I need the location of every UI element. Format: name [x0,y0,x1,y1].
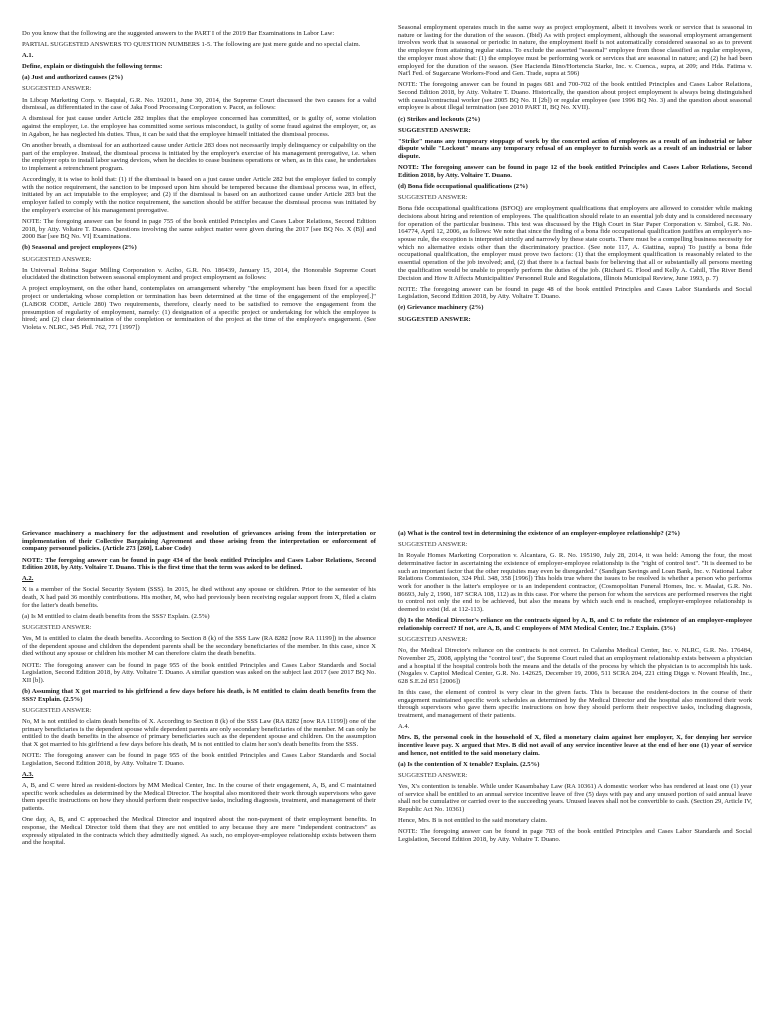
heading-paragraph: Mrs. B, the personal cook in the household of X, filed a monetary claim against her employer, X, for denying her service incentive leave pay. X argued that Mrs. B did not avail of any service incentive leave at the end of her one (1) year of service and hence, not entitled to the said monetary claim. [398,734,752,757]
top-right-column [398,24,752,327]
page-break [0,504,768,526]
heading-paragraph: A.1. [22,52,34,60]
heading-paragraph: SUGGESTED ANSWER: [398,126,471,134]
suggested-answer-label: SUGGESTED ANSWER: [22,85,92,93]
heading-paragraph: (a) Just and authorized causes (2%) [22,74,123,82]
body-paragraph: Yes, X's contention is tenable. While under Kasambahay Law (RA 10361) A domestic worker who has rendered at least one (1) year of service shall be entitled to an annual service incentive leave of five (5) days with pay and any unused portion of said annual leave shall not be cumulative or carried over to the succeeding years. Unused leaves shall not be convertible to cash. (Section 29, Article IV, Republic Act No. 10361) [398,782,752,814]
body-paragraph: Yes, M is entitled to claim the death benefits. According to Section 8 (k) of the SSS Law (RA 8282 [now RA 11199]) in the absence of the dependent spouse and children the dependent parents shall be the secondary beneficiaries of the member. In this case, since X died without any spouse or children his mother M can therefore claim the death benefits. [22,635,376,658]
heading-paragraph: (b) Is the Medical Director's reliance on the contracts signed by A, B, and C to refute the existence of an employer-employee relationship correct? If not, are A, B, and C employees of MM Medical Center, Inc.? Explain. (3%) [398,617,752,632]
body-paragraph: In Royale Homes Marketing Corporation v. Alcantara, G. R. No. 195190, July 28, 2014, it was held: Among the four, the most determinative factor in ascertaining the existence of employer-employee relationship is the "right of control test". "It is deemed to be such an important factor that the other requisites may even be disregarded." (Sandigan Savings and Loan Bank, Inc. v. National Labor Relations Commission, 324 Phil. 348, 358 [1996]) This holds true where the issues to be resolved is whether a person who performs work for another is the latter's employee or is an independent contractor, (Cosmopolitan Funeral Homes, Inc. v. Maalat, G.R. No. 86693, July 2, 1990, 187 SCRA 108, 112) as in this case. For where the person for whom the services are performed reserves the right to control not only the end to be achieved, but also the means by which such end is reached, employer-employee relationship is deemed to exist (Id. at 112-113). [398,552,752,614]
suggested-answer-label: SUGGESTED ANSWER: [398,194,468,202]
suggested-answer-label: SUGGESTED ANSWER: [398,541,468,549]
body-paragraph: In Libcap Marketing Corp. v. Baquial, G.R. No. 192011, June 30, 2014, the Supreme Court discussed the two causes for a valid dismissal, as differentiated in the case of Jaka Food Processing Corporation v. Pacot, as follows: [22,96,376,112]
heading-paragraph: Grievance machinery a machinery for the adjustment and resolution of grievances arising from the interpretation or implementation of their Collective Bargaining Agreement and those arising from the interpretation or enforcement of company personnel policies. (Article 273 [260], Labor Code) [22,530,376,553]
heading-paragraph: (b) Seasonal and project employees (2%) [22,244,137,252]
heading-paragraph: "Strike" means any temporary stoppage of work by the concerted action of employees as a result of an industrial or labor dispute while "Lockout" means any temporary refusal of an employer to furnish work as a result of an industrial or labor dispute. [398,137,752,161]
suggested-answer-label: SUGGESTED ANSWER: [22,255,92,263]
body-paragraph: On another breath, a dismissal for an authorized cause under Article 283 does not necessarily imply delinquency or culpability on the part of the employee. Instead, the dismissal process is initiated by the employer's exercise of his management prerogative, i.e. when the employer opts to install labor saving devices, when he decides to cease business operations or when, as in this case, he undertakes to implement a retrenchment program. [22,141,376,172]
heading-paragraph: NOTE: The foregoing answer can be found in page 12 of the book entitled Principles and Cases Labor Relations, Second Edition 2018, by Atty. Voltaire T. Duano. [398,164,752,179]
body-paragraph: In this case, the element of control is very clear in the given facts. This is because the resident-doctors in the course of their engagement maintained specific work schedules as determined by the Medical Director and the hospital also monitored their work through supervisors who gave them specific instructions on how they should perform their respective tasks, including diagnosis, treatment, and management of their patients. [398,689,752,720]
suggested-answer-label: SUGGESTED ANSWER: [398,771,468,779]
heading-paragraph: (c) Strikes and lockouts (2%) [398,115,481,123]
body-paragraph: In Universal Robina Sugar Milling Corporation v. Acibo, G.R. No. 186439, January 15, 2014, the Honorable Supreme Court elucidated the distinction between seasonal employment and project employment as follows: [22,266,376,282]
body-paragraph: Do you know that the following are the suggested answers to the PART I of the 2019 Bar Examinations in Labor Law: [22,30,335,37]
bottom-left-column [22,530,376,850]
heading-paragraph: (d) Bona fide occupational qualifications (2%) [398,183,528,190]
heading-paragraph: (e) Grievance machinery (2%) [398,304,484,312]
top-left-column [22,30,376,335]
body-paragraph: A.4. [398,723,410,731]
heading-paragraph: Define, explain or distinguish the following terms: [22,63,163,71]
heading-paragraph: (a) Is the contention of X tenable? Explain. (2.5%) [398,760,540,768]
body-paragraph: A, B, and C were hired as resident-doctors by MM Medical Center, Inc. In the course of their engagement, A, B, and C maintained specific work schedules as determined by the Medical Director. The hospital also monitored their work through supervisors who gave them specific instructions on how they should perform their respective tasks, including diagnosis, treatment, and management of their patients. [22,782,376,813]
heading-paragraph: NOTE: The foregoing answer can be found in page 434 of the book entitled Principles and Cases Labor Relations, Second Edition 2018, by Atty. Voltaire T. Duano. This is the first time that the term was asked to be defined. [22,556,376,572]
body-paragraph: A project employment, on the other hand, contemplates on arrangement whereby "the employment has been fixed for a specific project or undertaking whose completion or termination has been determined at the time of the engagement of the employee[.]" (LABOR CODE, Article 280) Two requirements, therefore, clearly need to be satisfied to remove the engagement from the presumption of regularity of employment, namely: (1) designation of a specific project or undertaking for which the employee is hired; and (2) clear determination of the completion or termination of the project at the time of the employee's engagement. (See Violeta v. NLRC, 345 Phil. 762, 771 [1997]) [22,285,376,331]
body-paragraph: A dismissal for just cause under Article 282 implies that the employee concerned has committed, or is guilty of, some violation against the employer, i.e. the employee has committed some serious misconduct, is guilty of some fraud against the employer, or, as in Agabon, he has neglected his duties. Thus, it can be said that the employee himself initiated the dismissal process. [22,115,376,138]
body-paragraph: No, M is not entitled to claim death benefits of X. According to Section 8 (k) of the SSS Law (RA 8282 [now RA 11199]) one of the primary beneficiaries is the dependent spouse while dependent parents are only secondary beneficiaries of the member. M can only be entitled to the death benefits in the absence of primary beneficiaries such as the dependent spouse and children. On the assumption that X got married to his girlfriend a few days before his death, M is not entitled to claim her son's death benefits from the SSS. [22,717,376,749]
body-paragraph: NOTE: The foregoing answer can be found in page 48 of the book entitled Principles and Cases Labor Standards and Social Legislation, Second Edition 2018, by Atty. Voltaire T. Duano. [398,285,752,301]
bottom-right-column [398,530,752,847]
body-paragraph: Seasonal employment operates much in the same way as project employment, albeit it involves work or service that is seasonal in nature or lasting for the duration of the season. (Ibid) As with project employment, although the seasonal employment arrangement involves work that is seasonal or periodic in nature, the employment itself is not automatically considered seasonal so as to prevent the employee from attaining regular status. To exclude the asserted "seasonal" employee from those classified as regular employees, the employer must show that: (1) the employee must be performing work or services that are seasonal in nature; and (2) he had been employed for the duration of the season. (See Hacienda Bino/Hortencia Starke, Inc. v. Cuenca., supra, at 209; and Hda. Fatima v. Nat'l Fed. of Sugarcane Workers-Food and Gen. Trade, supra at 596) [398,24,752,78]
body-paragraph: Hence, Mrs. B is not entitled to the said monetary claim. [398,817,548,825]
body-paragraph: (a) Is M entitled to claim death benefits from the SSS? Explain. (2.5%) [22,612,210,620]
heading-paragraph: SUGGESTED ANSWER: [398,315,471,323]
body-paragraph: NOTE: The foregoing answer can be found in page 955 of the book entitled Principles and Cases Labor Standards and Social Legislation, Second Edition 2018, by Atty. Voltaire T. Duano. A similar question was asked on the subject last 2017 (see 2017 BQ No. XII [b]). [22,661,376,684]
body-paragraph: NOTE: The foregoing answer can be found in page 783 of the book entitled Principles and Cases Labor Standards and Social Legislation, Second Edition 2018, by Atty. Voltaire T. Duano. [398,828,752,843]
body-paragraph: One day, A, B, and C approached the Medical Director and inquired about the non-payment of their employment benefits. In response, the Medical Director told them that they are not entitled to any because they are mere "independent contractors" as expressly stipulated in the contracts which they admittedly signed. As such, no employer-employee relationship exists between them and the hospital. [22,816,376,847]
heading-paragraph: (a) What is the control test in determining the existence of an employer-employee relationship? (2%) [398,530,680,537]
body-paragraph: No, the Medical Director's reliance on the contracts is not correct. In Calamba Medical Center, Inc. v. NLRC, G.R. No. 176484, November 25, 2008, applying the "control test", the Supreme Court ruled that an employment relationship exists between a physician and a hospital if the hospital controls both the means and the details of the process by which the physician is to accomplish his task. (Nogales v. Capitol Medical Center, G.R. No. 142625, December 19, 2006, 511 SCRA 204, 221 citing Diggs v. Novant Health, Inc., 628 S.E.2d 851 [2006]) [398,647,752,685]
heading-paragraph: (b) Assuming that X got married to his girlfriend a few days before his death, is M entitled to claim death benefits from the SSS? Explain. (2.5%) [22,688,376,703]
body-paragraph: NOTE: The foregoing answer can be found in page 955 of the book entitled Principles and Cases Labor Standards and Social Legislation, Second Edition 2018, by Atty. Voltaire T. Duano. [22,752,376,767]
body-paragraph: X is a member of the Social Security System (SSS). In 2015, he died without any spouse or children. Prior to the semester of his death, X had paid 36 monthly contributions. His mother, M, who had previously been receiving regular support from X, filed a claim for the latter's death benefits. [22,586,376,609]
suggested-answer-label: SUGGESTED ANSWER: [22,623,92,631]
suggested-answer-label: SUGGESTED ANSWER: [22,706,92,714]
body-paragraph: Accordingly, it is wise to hold that: (1) if the dismissal is based on a just cause under Article 282 but the employer failed to comply with the notice requirement, the sanction to be imposed upon him should be tempered because the dismissal process was, in effect, initiated by an act imputable to the employee; and (2) if the dismissal is based on an authorized cause under Article 283 but the employer failed to comply with the notice requirement, the sanction should be stiffer because the dismissal process was initiated by the employer's exercise of his management prerogative. [22,176,376,214]
body-paragraph: NOTE: The foregoing answer can be found in page 755 of the book entitled Principles and Cases Labor Relations, Second Edition 2018, by Atty. Voltaire T. Duano. Questions involving the same subject matter were given during the 2017 [see BQ No. X (B)] and 2000 Bar [see BQ No. VI] Examinations. [22,217,376,241]
body-paragraph: PARTIAL SUGGESTED ANSWERS TO QUESTION NUMBERS 1-5. The following are just mere guide and no special claim. [22,41,361,49]
heading-paragraph: A.2. [22,575,34,583]
suggested-answer-label: SUGGESTED ANSWER: [398,636,468,643]
body-paragraph: NOTE: The foregoing answer can be found in pages 681 and 700-702 of the book entitled Principles and Cases Labor Relations, Second Edition 2018, by Atty. Voltaire T. Duano. Historically, the question about project employment is always being distinguished with casual/contractual worker (see 2005 BQ No. II [2b]) or regular employee (see 1996 BQ No. 3) and the question about seasonal employee is about illegal termination (see 2010 PART II, BQ No. XVII). [398,81,752,112]
heading-paragraph: A.3. [22,770,34,778]
body-paragraph: Bona fide occupational qualifications (BFOQ) are employment qualifications that employers are allowed to consider while making decisions about hiring and retention of employees. The qualification should relate to an essential job duty and is considered necessary for operation of the particular business. This test was discussed by the High Court in Star Paper Corporation v. Simbol, G.R. No. 164774, April 12, 2006, as follows: We note that since the finding of a bona fide occupational qualification justifies an employer's no-spouse rule, the exception is interpreted strictly and narrowly by these state courts. There must be a compelling business necessity for which no alternative exists other than the discriminatory practice. (See note 117, A. Giattina, supra) To justify a bona fide occupational qualification, the employer must prove two factors: (1) that the employment qualification is reasonably related to the essential operation of the job involved; and, (2) that there is a factual basis for believing that all or substantially all persons meeting the qualification would be unable to properly perform the duties of the job. (Richard G. Flood and Kelly A. Cahill, The River Bend Decision and How It Affects Municipalities' Personnel Rule and Regulations, Illinois Municipal Review, June 1993, p. 7) [398,205,752,282]
